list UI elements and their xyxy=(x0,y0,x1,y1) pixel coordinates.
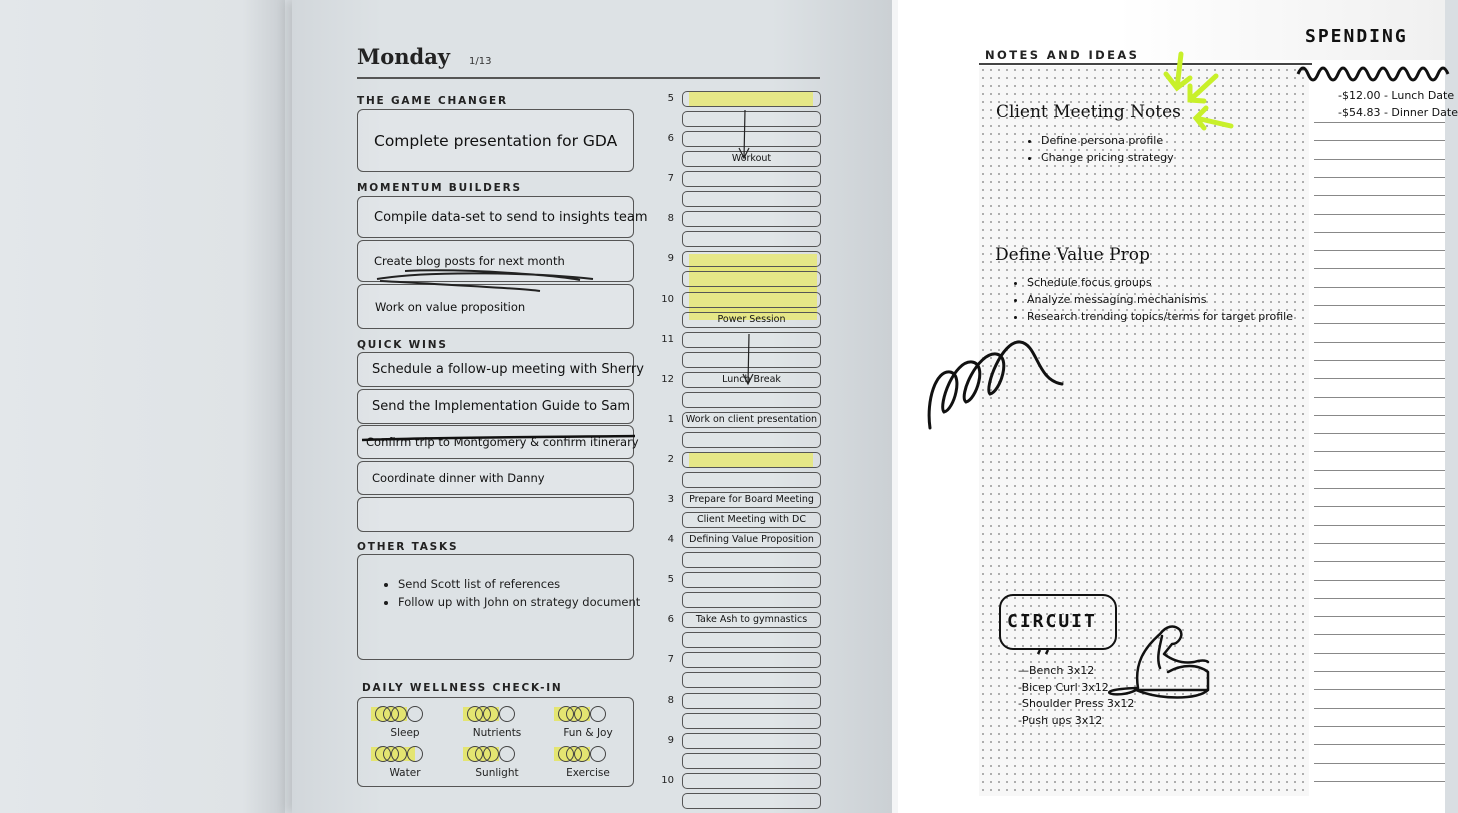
other-task-item: • Follow up with John on strategy document xyxy=(398,593,640,611)
schedule-slot[interactable] xyxy=(682,753,821,769)
schedule-slot[interactable] xyxy=(682,332,821,348)
schedule-slot[interactable]: Lunch Break xyxy=(682,372,821,388)
wellness-circle[interactable] xyxy=(407,706,423,722)
wellness-circle[interactable] xyxy=(391,746,407,762)
quick-wins-label: QUICK WINS xyxy=(357,339,448,351)
wellness-circle[interactable] xyxy=(574,746,590,762)
momentum-label: MOMENTUM BUILDERS xyxy=(357,182,522,194)
schedule-slot[interactable] xyxy=(682,292,821,308)
schedule-slot[interactable] xyxy=(682,211,821,227)
hour-label: 6 xyxy=(667,133,674,145)
hour-label: 1 xyxy=(667,413,674,425)
hour-label: 10 xyxy=(661,774,674,786)
schedule-slot[interactable] xyxy=(682,171,821,187)
note-item: • Change pricing strategy xyxy=(1041,149,1174,166)
schedule-slot[interactable] xyxy=(682,432,821,448)
circuit-item: -Bicep Curl 3x12 xyxy=(1018,681,1109,694)
momentum-text: Create blog posts for next month xyxy=(374,254,565,268)
day-date: 1/13 xyxy=(469,56,492,67)
wellness-label-text: Sleep xyxy=(390,727,420,739)
spending-entry: -$12.00 - Lunch Date xyxy=(1338,89,1455,102)
schedule-slot[interactable] xyxy=(682,91,821,107)
circuit-title: CIRCUIT xyxy=(1007,611,1097,632)
other-task-item: • Send Scott list of references xyxy=(398,575,640,593)
schedule-slot[interactable] xyxy=(682,452,821,468)
hour-label: 4 xyxy=(667,534,674,546)
circuit-item: -Shoulder Press 3x12 xyxy=(1018,697,1135,710)
hour-label: 5 xyxy=(667,574,674,586)
wellness-label-text: Water xyxy=(389,767,421,779)
wellness-label-text: Nutrients xyxy=(472,727,522,739)
quick-win-box-1[interactable] xyxy=(357,352,644,387)
quick-win-box-2[interactable] xyxy=(357,389,634,424)
schedule-slot[interactable] xyxy=(682,672,821,688)
quick-win-box-4[interactable] xyxy=(357,461,634,495)
schedule-slot[interactable] xyxy=(682,592,821,608)
schedule-slot[interactable] xyxy=(682,713,821,729)
wellness-label-text: Exercise xyxy=(566,767,610,779)
schedule-slot[interactable]: Take Ash to gymnastics xyxy=(682,612,821,628)
momentum-box-3[interactable] xyxy=(357,284,634,329)
hour-label: 11 xyxy=(661,333,674,345)
green-arrows-icon xyxy=(1166,54,1231,128)
other-tasks-box[interactable] xyxy=(357,554,641,660)
hour-label: 7 xyxy=(667,173,674,185)
hour-label: 10 xyxy=(661,293,674,305)
note-item: • Schedule focus groups xyxy=(1027,274,1293,291)
hour-label: 2 xyxy=(667,453,674,465)
momentum-text: Work on value proposition xyxy=(375,299,526,314)
notes-page xyxy=(898,0,1458,813)
schedule-slot[interactable] xyxy=(682,693,821,709)
quick-win-text: Schedule a follow-up meeting with Sherry xyxy=(372,362,644,377)
game-changer-box[interactable] xyxy=(357,109,634,172)
schedule-slot[interactable] xyxy=(682,231,821,247)
circuit-item: -Push ups 3x12 xyxy=(1018,714,1103,727)
game-changer-label: THE GAME CHANGER xyxy=(357,95,508,107)
schedule-slot[interactable] xyxy=(682,572,821,588)
hour-label: 9 xyxy=(667,734,674,746)
note-item: • Research trending topics/terms for target profile xyxy=(1027,308,1293,325)
momentum-box-2[interactable] xyxy=(357,240,634,282)
quick-win-box-5[interactable] xyxy=(357,497,634,532)
hour-label: 12 xyxy=(661,373,674,385)
schedule-slot[interactable]: Work on client presentation xyxy=(682,412,821,428)
flexed-arm-icon xyxy=(1109,627,1208,698)
hour-label: 8 xyxy=(667,694,674,706)
wellness-label-text: Fun & Joy xyxy=(563,727,613,739)
wellness-circle[interactable] xyxy=(574,706,590,722)
wellness-label: DAILY WELLNESS CHECK-IN xyxy=(362,682,563,694)
hour-label: 7 xyxy=(667,654,674,666)
bubble-tail xyxy=(1038,650,1048,654)
schedule-slot[interactable]: Prepare for Board Meeting xyxy=(682,492,821,508)
quick-win-text: Coordinate dinner with Danny xyxy=(372,471,545,485)
schedule-slot[interactable] xyxy=(682,733,821,749)
schedule-slot[interactable] xyxy=(682,652,821,668)
wellness-circle[interactable] xyxy=(499,746,515,762)
zigzag-underline xyxy=(1298,68,1448,80)
momentum-box-1[interactable] xyxy=(357,196,648,238)
schedule-slot[interactable] xyxy=(682,392,821,408)
quick-win-text: Send the Implementation Guide to Sam xyxy=(372,399,631,414)
wellness-rating xyxy=(558,705,618,723)
note-item: • Analyze messaging mechanisms xyxy=(1027,291,1293,308)
wellness-circle[interactable] xyxy=(590,706,606,722)
left-background xyxy=(0,0,285,813)
schedule-slot[interactable] xyxy=(682,352,821,368)
wellness-fun-joy[interactable] xyxy=(543,705,633,739)
quick-win-box-3[interactable] xyxy=(357,425,639,459)
schedule-slot[interactable] xyxy=(682,131,821,147)
wellness-exercise[interactable] xyxy=(543,745,633,779)
loops-doodle-icon xyxy=(929,342,1062,428)
wellness-circle[interactable] xyxy=(483,706,499,722)
wellness-rating xyxy=(467,705,527,723)
wellness-nutrients[interactable] xyxy=(452,705,542,739)
wellness-rating xyxy=(467,745,527,763)
momentum-text: Compile data-set to send to insights team xyxy=(374,209,648,225)
schedule-slot[interactable] xyxy=(682,773,821,789)
client-notes-title: Client Meeting Notes xyxy=(996,102,1181,122)
hour-label: 9 xyxy=(667,253,674,265)
other-tasks-label: OTHER TASKS xyxy=(357,541,459,553)
day-title: Monday xyxy=(357,44,451,69)
wellness-circle[interactable] xyxy=(590,746,606,762)
quick-win-text: Confirm trip to Montgomery & confirm itinerary xyxy=(366,435,639,449)
schedule-slot[interactable] xyxy=(682,552,821,568)
schedule-slot[interactable]: Client Meeting with DC xyxy=(682,512,821,528)
schedule-slot[interactable]: Power Session xyxy=(682,312,821,328)
hour-label: 3 xyxy=(667,494,674,505)
schedule-slot[interactable] xyxy=(682,111,821,127)
wellness-rating xyxy=(375,745,435,763)
schedule-slot[interactable]: Defining Value Proposition xyxy=(682,532,821,548)
schedule-slot[interactable] xyxy=(682,793,821,809)
wellness-rating xyxy=(558,745,618,763)
game-changer-text: Complete presentation for GDA xyxy=(374,131,618,150)
spending-entry: -$54.83 - Dinner Date xyxy=(1338,106,1458,119)
schedule-slot[interactable]: Workout xyxy=(682,151,821,167)
note-item: • Define persona profile xyxy=(1041,132,1174,149)
hour-label: 8 xyxy=(667,213,674,225)
schedule-slot[interactable] xyxy=(682,251,821,267)
wellness-circle[interactable] xyxy=(407,746,423,762)
schedule-slot[interactable] xyxy=(682,632,821,648)
wellness-circle[interactable] xyxy=(499,706,515,722)
notes-doodles xyxy=(898,0,1445,813)
wellness-circle[interactable] xyxy=(391,706,407,722)
hour-label: 5 xyxy=(667,93,674,104)
other-tasks-list xyxy=(398,575,640,611)
spending-title: SPENDING xyxy=(1305,26,1408,47)
schedule-slot[interactable] xyxy=(682,472,821,488)
wellness-water[interactable] xyxy=(360,745,450,779)
schedule-slot[interactable] xyxy=(682,191,821,207)
wellness-rating xyxy=(375,705,435,723)
wellness-sleep[interactable] xyxy=(360,705,450,739)
circuit-item: —Bench 3x12 xyxy=(1018,664,1095,677)
notes-heading: NOTES AND IDEAS xyxy=(985,48,1140,62)
value-prop-title: Define Value Prop xyxy=(995,245,1150,265)
hour-label: 6 xyxy=(667,614,674,626)
wellness-circle[interactable] xyxy=(483,746,499,762)
wellness-sunlight[interactable] xyxy=(452,745,542,779)
header-divider xyxy=(357,77,820,79)
wellness-label-text: Sunlight xyxy=(475,767,519,779)
schedule-slot[interactable] xyxy=(682,271,821,287)
